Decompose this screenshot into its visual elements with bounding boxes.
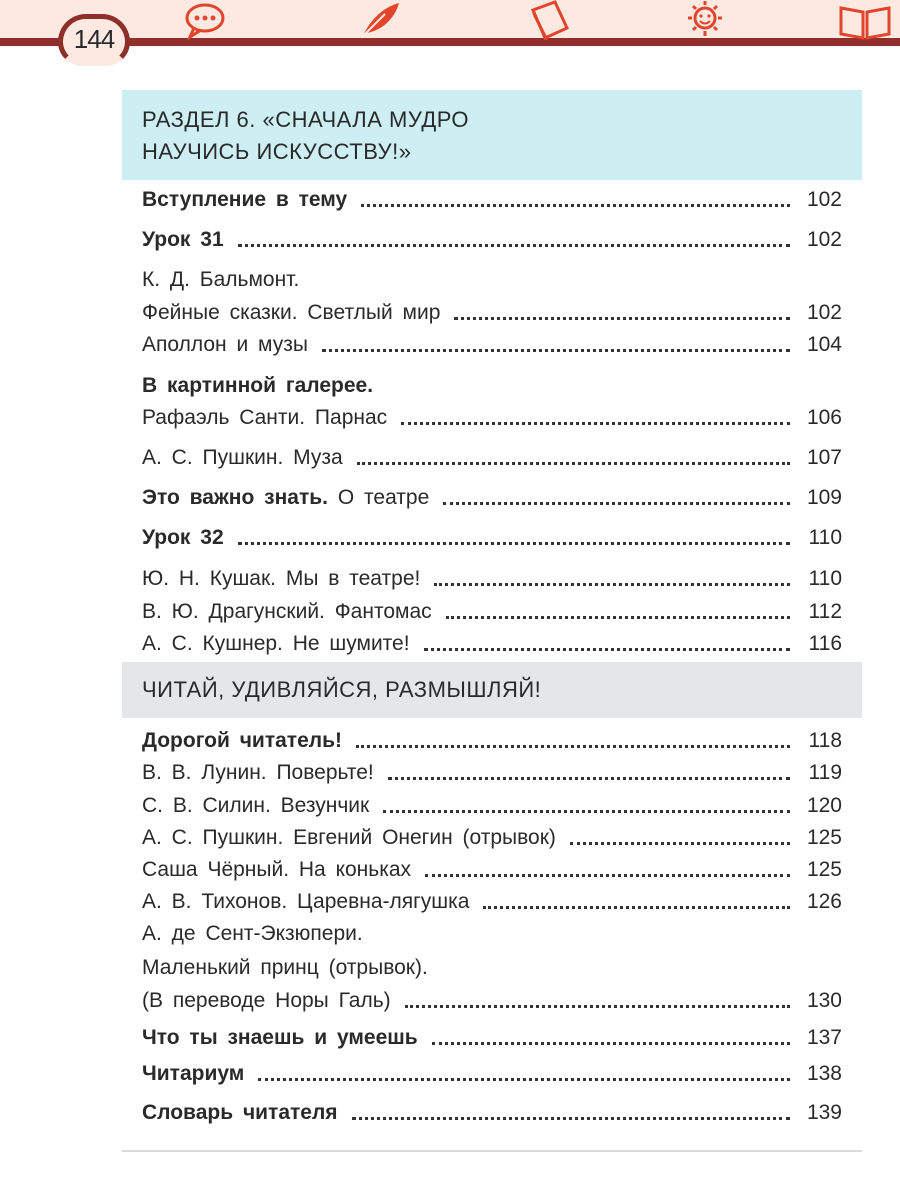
top-rule [0,38,900,46]
toc-row[interactable] [142,327,842,359]
toc-title: Дорогой читатель! [142,729,343,752]
toc-title: (В переводе Норы Галь) [142,989,391,1012]
toc-title: А. В. Тихонов. Царевна-лягушка [142,890,470,913]
toc-page: 139 [806,1101,842,1124]
toc-page: 116 [808,632,842,655]
leader-dots [357,462,790,465]
feather-icon [355,0,405,40]
toc-page: 110 [808,567,842,590]
toc-row[interactable] [142,480,842,512]
leader-dots [356,745,790,748]
toc-title: Аполлон и музы [142,333,308,356]
toc-page: 102 [806,188,842,211]
section-header-6 [122,90,862,180]
toc-page: 102 [806,228,842,251]
toc-row[interactable] [142,1095,842,1127]
bottom-rule [122,1150,862,1152]
toc-page: 126 [806,890,842,913]
toc-row[interactable] [142,788,842,820]
toc-page: 137 [806,1026,842,1049]
toc-title: Читариум [142,1062,245,1085]
speech-bubble-icon [180,0,230,40]
leader-dots [258,1078,790,1081]
toc-row[interactable] [142,755,842,787]
leader-dots [388,777,790,780]
toc-title: А. С. Кушнер. Не шумите! [142,632,410,655]
toc-page: 130 [806,989,842,1012]
toc-title: А. де Сент-Экзюпери. [142,922,363,945]
toc-row[interactable] [142,626,842,658]
toc-title: В картинной галерее. [142,374,374,397]
toc-page: 125 [806,826,842,849]
leader-dots [238,244,790,247]
toc-row[interactable] [142,820,842,852]
leader-dots [432,1042,790,1045]
toc-title: Рафаэль Санти. Парнас [142,406,388,429]
toc-title: А. С. Пушкин. Муза [142,446,343,469]
toc-title: Ю. Н. Кушак. Мы в театре! [142,567,421,590]
section-title-line-1: РАЗДЕЛ 6. «СНАЧАЛА МУДРО [142,107,470,132]
toc-row[interactable] [142,400,842,432]
toc-page: 125 [806,858,842,881]
toc-page: 110 [808,526,842,549]
leader-dots [238,542,790,545]
toc-title: А. С. Пушкин. Евгений Онегин (отрывок) [142,826,556,849]
toc-row [142,368,842,400]
toc-title: В. Ю. Драгунский. Фантомас [142,600,432,623]
leader-dots [383,810,790,813]
leader-dots [570,842,790,845]
toc-row[interactable] [142,884,842,916]
toc-page: 119 [808,761,842,784]
leader-dots [424,648,790,651]
section-title-line-2: НАУЧИСЬ ИСКУССТВУ!» [142,139,412,164]
leader-dots [446,616,790,619]
leader-dots [401,422,790,425]
toc-row[interactable] [142,222,842,254]
toc-row[interactable] [142,295,842,327]
toc-title: К. Д. Бальмонт. [142,268,300,291]
toc-row[interactable] [142,1056,842,1088]
toc-page: 106 [806,406,842,429]
toc-title: Урок 31 [142,228,224,251]
leader-dots [434,583,790,586]
toc-title: Маленький принц (отрывок). [142,956,428,979]
toc-row[interactable] [142,561,842,593]
toc-row[interactable] [142,182,842,214]
leader-dots [443,502,790,505]
toc-row[interactable] [142,520,842,552]
toc-page: 107 [806,446,842,469]
page-number: 144 [73,24,115,54]
toc-row[interactable] [142,852,842,884]
toc-row [142,950,842,982]
leader-dots [483,906,790,909]
toc-title: Словарь читателя [142,1101,338,1124]
book-icon [525,0,575,40]
toc-page: 102 [806,301,842,324]
leader-dots [454,317,790,320]
toc-title: Это важно знать. О театре [142,486,430,509]
toc-title: В. В. Лунин. Поверьте! [142,761,374,784]
toc-title: С. В. Силин. Везунчик [142,794,370,817]
toc-title: Что ты знаешь и умеешь [142,1026,418,1049]
toc-title: Урок 32 [142,526,224,549]
leader-dots [425,874,790,877]
toc-row [142,916,842,948]
section-header-reading [122,662,862,718]
leader-dots [361,204,790,207]
open-book-icon [835,0,895,40]
toc-page: 112 [808,600,842,623]
toc-title: Саша Чёрный. На коньках [142,858,412,881]
section-title: ЧИТАЙ, УДИВЛЯЙСЯ, РАЗМЫШЛЯЙ! [142,677,542,702]
sun-icon [680,0,730,40]
toc-page: 118 [808,729,842,752]
toc-page: 109 [806,486,842,509]
toc-title: Фейные сказки. Светлый мир [142,301,441,324]
toc-row[interactable] [142,594,842,626]
toc-row[interactable] [142,983,842,1015]
toc-row [142,262,842,294]
toc-page: 104 [806,333,842,356]
toc-row[interactable] [142,723,842,755]
toc-title: Вступление в тему [142,188,348,211]
toc-row[interactable] [142,1020,842,1052]
leader-dots [322,349,790,352]
leader-dots [405,1005,790,1008]
leader-dots [352,1117,790,1120]
toc-page: 120 [806,794,842,817]
toc-page: 138 [806,1062,842,1085]
toc-row[interactable] [142,440,842,472]
